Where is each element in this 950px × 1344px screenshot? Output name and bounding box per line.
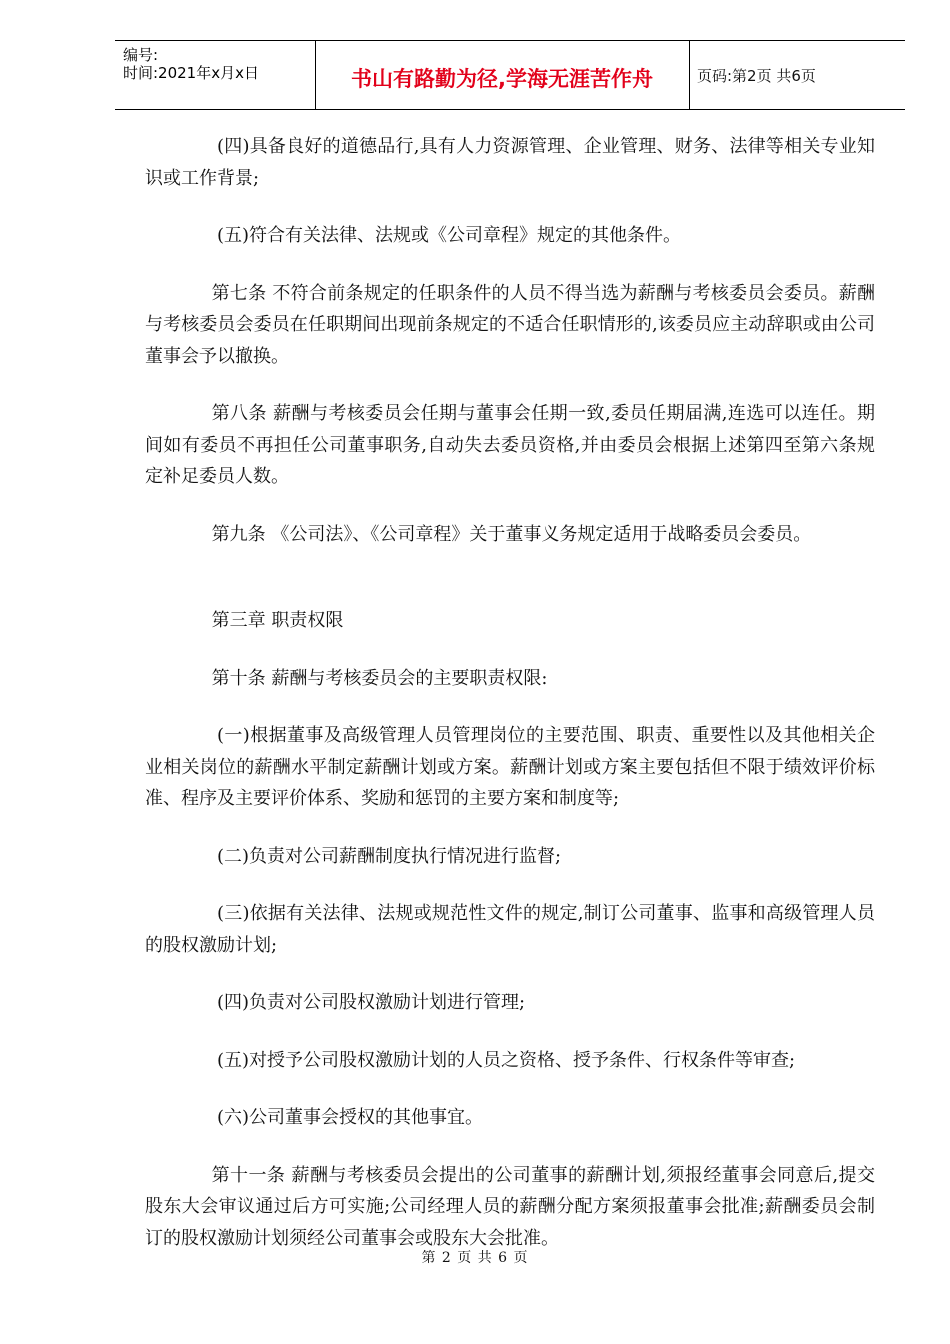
paragraph: 第八条 薪酬与考核委员会任期与董事会任期一致,委员任期届满,连选可以连任。期间如有委员不再担任公司董事职务,自动失去委员资格,并由委员会根据上述第四至第六条规定补足委员人数。 — [145, 403, 875, 487]
paragraph: 第七条 不符合前条规定的任职条件的人员不得当选为薪酬与考核委员会委员。薪酬与考核委员会委员在任职期间出现前条规定的不适合任职情形的,该委员应主动辞职或由公司董事会予以撤换。 — [145, 282, 875, 367]
header-motto: 书山有路勤为径,学海无涯苦作舟 — [351, 67, 653, 91]
paragraph: (二)负责对公司薪酬制度执行情况进行监督; — [217, 845, 562, 867]
paragraph: (四)具备良好的道德品行,具有人力资源管理、企业管理、财务、法律等相关专业知识或工作背景; — [145, 136, 875, 189]
header-page-info: 页码:第2页 共6页 — [697, 67, 816, 85]
paragraph: 第十条 薪酬与考核委员会的主要职责权限: — [211, 667, 548, 689]
paragraph: (四)负责对公司股权激励计划进行管理; — [217, 992, 526, 1013]
header-info-cell — [115, 41, 316, 109]
paragraph: (五)符合有关法律、法规或《公司章程》规定的其他条件。 — [217, 225, 682, 246]
header-page-cell — [689, 41, 905, 109]
document-time-label: 时间:2021年x月x日 — [123, 64, 259, 82]
page-header — [115, 40, 905, 110]
header-motto-cell — [315, 41, 690, 109]
paragraph: (六)公司董事会授权的其他事宜。 — [217, 1107, 484, 1128]
paragraph: 第十一条 薪酬与考核委员会提出的公司董事的薪酬计划,须报经董事会同意后,提交股东大会审议通过后方可实施;公司经理人员的薪酬分配方案须报董事会批准;薪酬委员会制订的股权激励计划须经公司董事会或股东大会批准。 — [145, 1164, 875, 1249]
paragraph: (三)依据有关法律、法规或规范性文件的规定,制订公司董事、监事和高级管理人员的股权激励计划; — [145, 903, 875, 956]
paragraph: 第九条 《公司法》、《公司章程》关于董事义务规定适用于战略委员会委员。 — [211, 523, 812, 545]
paragraph: 第三章 职责权限 — [211, 610, 344, 631]
page-footer: 第 2 页 共 6 页 — [421, 1250, 529, 1266]
paragraph: (一)根据董事及高级管理人员管理岗位的主要范围、职责、重要性以及其他相关企业相关岗位的薪酬水平制定薪酬计划或方案。薪酬计划或方案主要包括但不限于绩效评价标准、程序及主要评价体系、奖励和惩罚的主要方案和制度等; — [145, 725, 875, 809]
document-number-label: 编号: — [123, 46, 159, 64]
document-body — [145, 131, 875, 1254]
paragraph: (五)对授予公司股权激励计划的人员之资格、授予条件、行权条件等审查; — [217, 1049, 796, 1071]
